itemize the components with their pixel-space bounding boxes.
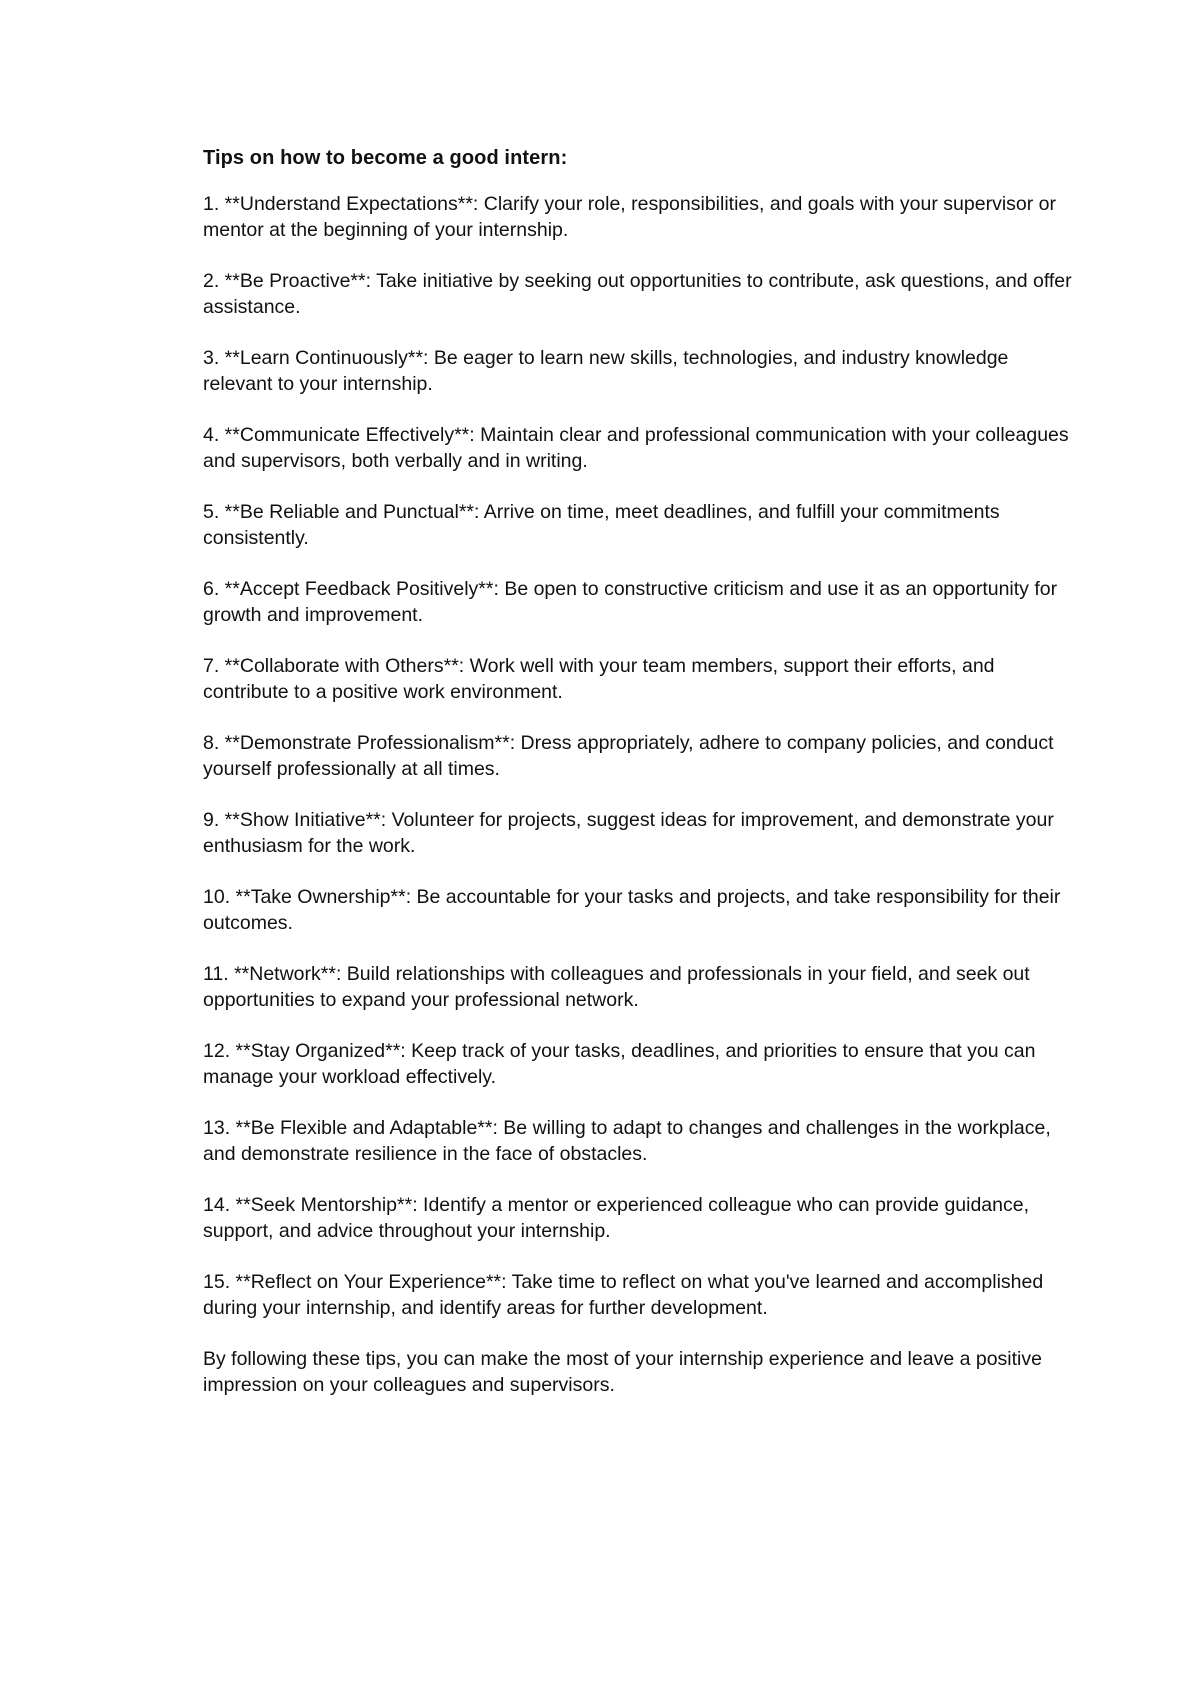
tip-item-5: 5. **Be Reliable and Punctual**: Arrive on time, meet deadlines, and fulfill your commitments consistently. xyxy=(203,501,1006,549)
tip-item-15: 15. **Reflect on Your Experience**: Take time to reflect on what you've learned and accomplished during your internship, and identify areas for further development. xyxy=(203,1271,1049,1319)
closing-paragraph: By following these tips, you can make the most of your internship experience and leave a positive impression on your colleagues and supervisors. xyxy=(203,1348,1048,1396)
tip-item-4: 4. **Communicate Effectively**: Maintain clear and professional communication with your colleagues and supervisors, both verbally and in writing. xyxy=(203,424,1075,472)
document-body xyxy=(203,143,1083,1398)
tip-item-2: 2. **Be Proactive**: Take initiative by seeking out opportunities to contribute, ask questions, and offer assistance. xyxy=(203,270,1078,318)
tip-item-3: 3. **Learn Continuously**: Be eager to learn new skills, technologies, and industry knowledge relevant to your internship. xyxy=(203,347,1014,395)
tip-item-14: 14. **Seek Mentorship**: Identify a mentor or experienced colleague who can provide guidance, support, and advice throughout your internship. xyxy=(203,1194,1035,1242)
tip-item-10: 10. **Take Ownership**: Be accountable for your tasks and projects, and take responsibility for their outcomes. xyxy=(203,886,1066,934)
tip-item-11: 11. **Network**: Build relationships with colleagues and professionals in your field, and seek out opportunities to expand your professional network. xyxy=(203,963,1036,1011)
tips-list xyxy=(203,191,1083,1321)
tip-item-1: 1. **Understand Expectations**: Clarify your role, responsibilities, and goals with your supervisor or mentor at the beginning of your internship. xyxy=(203,193,1062,241)
tip-item-8: 8. **Demonstrate Professionalism**: Dress appropriately, adhere to company policies, and conduct yourself professionally at all times. xyxy=(203,732,1059,780)
tip-item-6: 6. **Accept Feedback Positively**: Be open to constructive criticism and use it as an opportunity for growth and improvement. xyxy=(203,578,1063,626)
tip-item-7: 7. **Collaborate with Others**: Work well with your team members, support their efforts, and contribute to a positive work environment. xyxy=(203,655,1000,703)
tip-item-12: 12. **Stay Organized**: Keep track of your tasks, deadlines, and priorities to ensure that you can manage your workload effectively. xyxy=(203,1040,1041,1088)
tip-item-13: 13. **Be Flexible and Adaptable**: Be willing to adapt to changes and challenges in the workplace, and demonstrate resilience in the face of obstacles. xyxy=(203,1117,1057,1165)
tip-item-9: 9. **Show Initiative**: Volunteer for projects, suggest ideas for improvement, and demonstrate your enthusiasm for the work. xyxy=(203,809,1060,857)
page-title: Tips on how to become a good intern: xyxy=(203,147,568,169)
